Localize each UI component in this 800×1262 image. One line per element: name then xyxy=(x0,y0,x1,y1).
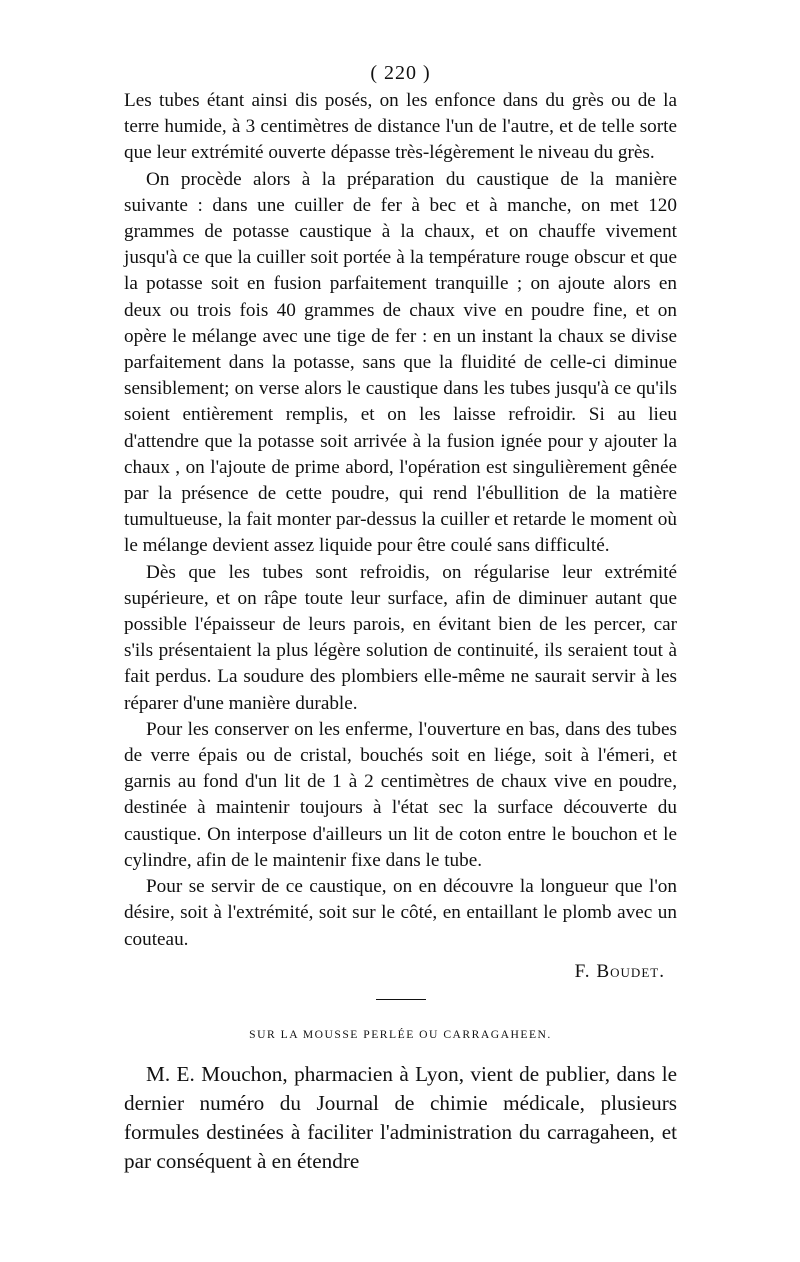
document-page xyxy=(124,58,677,1176)
section-title: SUR LA MOUSSE PERLÉE OU CARRAGAHEEN. xyxy=(249,1027,552,1041)
paragraph-caustic-preparation: On procède alors à la préparation du caustique de la manière suivante : dans une cuiller de fer à bec et à manche, on met 120 grammes de potasse caustique à la chaux, et on chauffe vivement jusqu'à ce que la cuiller soit portée à la température rouge obscur et que la potasse soit en fusion parfaitement tranquille ; on ajoute alors en deux ou trois fois 40 grammes de chaux vive en poudre fine, et on opère le mélange avec une tige de fer : en un instant la chaux se divise parfaitement dans la potasse, sans que la fluidité de celle-ci diminue sensiblement; on verse alors le caustique dans les tubes jusqu'à ce qu'ils soient entièrement remplis, et on les laisse refroidir. Si au lieu d'attendre que la potasse soit arrivée à la fusion ignée pour y ajouter la chaux , on l'ajoute de prime abord, l'opération est singulièrement gênée par la présence de cette poudre, qui rend l'ébullition de la matière tumultueuse, la fait monter par-dessus la cuiller et retarde le moment où le mélange devient assez liquide pour être coulé sans difficulté. xyxy=(124,168,677,557)
paragraph-conservation: Pour les conserver on les enferme, l'ouverture en bas, dans des tubes de verre épais ou de cristal, bouchés soit en liége, soit à l'émeri, et garnis au fond d'un lit de 1 à 2 centimètres de chaux vive en poudre, destinée à maintenir toujours à l'état sec la surface découverte du caustique. On interpose d'ailleurs un lit de coton entre le bouchon et le cylindre, afin de le maintenir fixe dans le tube. xyxy=(124,718,677,871)
page-number: ( 220 ) xyxy=(370,62,431,84)
section-divider xyxy=(376,999,426,1000)
paragraph-usage: Pour se servir de ce caustique, on en découvre la longueur que l'on désire, soit à l'extrémité, soit sur le côté, en entaillant le plomb avec un couteau. xyxy=(124,876,677,950)
paragraph-tube-finishing: Dès que les tubes sont refroidis, on régularise leur extrémité supérieure, et on râpe toute leur surface, afin de diminuer autant que possible l'épaisseur de leurs parois, en évitant bien de les percer, car s'ils présentaient la plus légère solution de continuité, ils seraient tout à fait perdus. La soudure des plombiers elle-même ne saurait servir à les réparer d'une manière durable. xyxy=(124,561,677,714)
section-lead-paragraph: M. E. Mouchon, pharmacien à Lyon, vient de publier, dans le dernier numéro du Journal de chimie médicale, plusieurs formules destinées à faciliter l'administration du carragaheen, et par conséquent à en étendre xyxy=(124,1061,677,1173)
paragraph-tubes-placement: Les tubes étant ainsi dis posés, on les enfonce dans du grès ou de la terre humide, à 3 centimètres de distance l'un de l'autre, et de telle sorte que leur extrémité ouverte dépasse très-légèrement le niveau du grès. xyxy=(124,90,677,164)
author-signature: F. Boudet. xyxy=(574,960,665,982)
